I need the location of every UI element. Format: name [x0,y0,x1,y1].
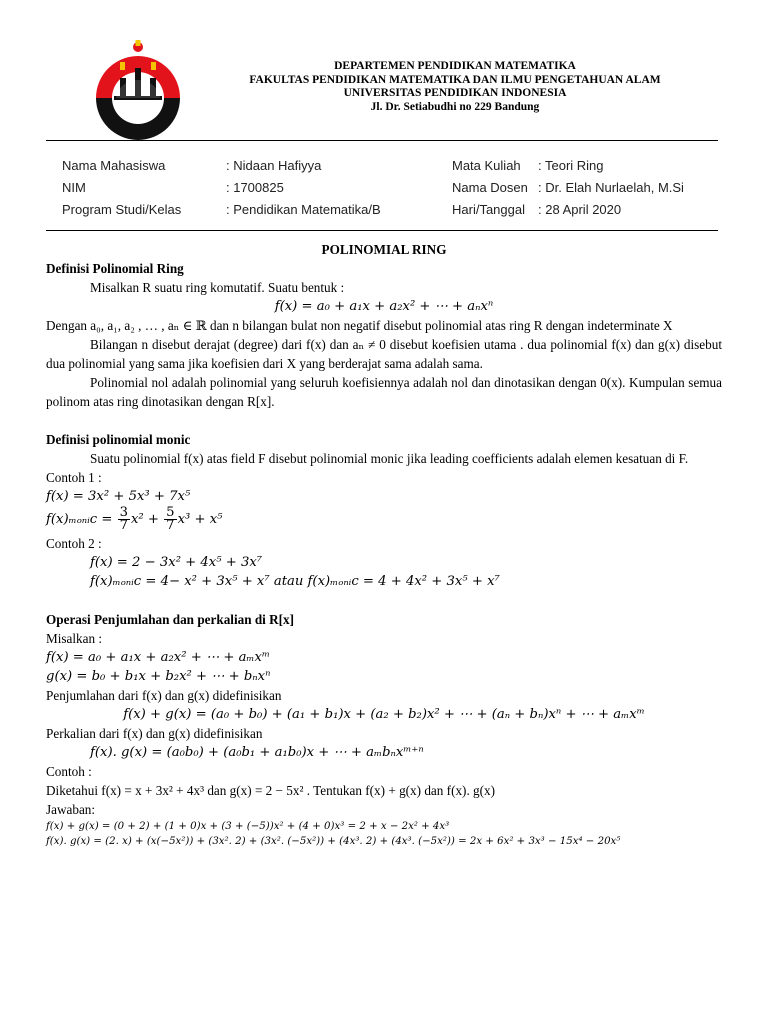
section-heading-monic: Definisi polinomial monic [46,432,191,447]
program-label: Program Studi/Kelas [62,202,182,217]
paragraph: Penjumlahan dari f(x) dan g(x) didefinisikan [46,688,282,703]
equation: g(x) = b₀ + b₁x + b₂x² + ⋯ + bₙxⁿ [46,669,271,684]
equation: f(x). g(x) = (a₀b₀) + (a₀b₁ + a₁b₀)x + ⋯ + aₘbₙxᵐ⁺ⁿ [90,745,424,760]
paragraph: Suatu polinomial f(x) atas field F disebut polinomial monic jika leading coefficients adalah elemen kesatuan di F. [90,451,689,466]
header-department: DEPARTEMEN PENDIDIKAN MATEMATIKA [334,60,576,72]
program-value: : Pendidikan Matematika/B [226,202,381,217]
name-label: Nama Mahasiswa [62,158,166,173]
denominator: 7 [166,518,175,533]
date-label: Hari/Tanggal [452,202,525,217]
equation: f(x) = a₀ + a₁x + a₂x² + ⋯ + aₘxᵐ [46,650,271,665]
nim-value: : 1700825 [226,180,284,195]
paragraph: Perkalian dari f(x) dan g(x) didefinisikan [46,726,263,741]
header-address: Jl. Dr. Setiabudhi no 229 Bandung [370,100,540,113]
nim-label: NIM [62,180,86,195]
date-value: : 28 April 2020 [538,202,622,217]
section-heading-polynomial-ring: Definisi Polinomial Ring [46,261,184,276]
fraction [164,507,176,532]
answer-label: Jawaban: [46,802,96,817]
university-logo [90,38,186,142]
answer-equation: f(x) + g(x) = (0 + 2) + (1 + 0)x + (3 + (−5))x² + (4 + 0)x³ = 2 + x − 2x² + 4x³ [46,821,450,832]
example-label: Contoh 2 : [46,536,102,551]
eq-end: x³ + x⁵ [177,512,223,527]
equation: f(x) + g(x) = (a₀ + b₀) + (a₁ + b₁)x + (a₂ + b₂)x² + ⋯ + (aₙ + bₙ)xⁿ + ⋯ + aₘxᵐ [123,707,645,722]
header-divider [46,140,718,141]
institution-header [200,60,710,114]
equation: f(x)ₘₒₙᵢc = 4− x² + 3x⁵ + x⁷ atau f(x)ₘₒₙᵢc = 4 + 4x² + 3x⁵ + x⁷ [90,574,500,589]
example-label: Contoh 1 : [46,470,102,485]
paragraph: Polinomial nol adalah polinomial yang seluruh koefisiennya adalah nol dan dinotasikan dengan 0(x). Kumpulan semua polinom atas ring dinotasikan dengan R[x]. [46,375,722,409]
course-value: : Teori Ring [538,158,604,173]
numerator: 5 [166,505,175,520]
document-body [46,240,722,849]
equation: f(x) = 3x² + 5x³ + 7x⁵ [46,489,191,504]
numerator: 3 [119,505,128,520]
eq-mid: x² + [131,512,159,527]
paragraph: Misalkan : [46,631,103,646]
lecturer-label: Nama Dosen [452,180,528,195]
eq-lhs: f(x)ₘₒₙᵢc = [46,512,113,527]
name-value: : Nidaan Hafiyya [226,158,322,173]
info-divider [46,230,718,231]
equation: f(x) = a₀ + a₁x + a₂x² + ⋯ + aₙxⁿ [274,299,494,314]
paragraph: Diketahui f(x) = x + 3x² + 4x³ dan g(x) = 2 − 5x² . Tentukan f(x) + g(x) dan f(x). g(x) [46,783,496,798]
answer-equation: f(x). g(x) = (2. x) + (x(−5x²)) + (3x². 2) + (3x². (−5x²)) + (4x³. 2) + (4x³. (−5x²)) = 2x + 6x² + 3x³ − 15x⁴ − 20x⁵ [46,836,621,847]
equation: f(x) = 2 − 3x² + 4x⁵ + 3x⁷ [90,555,263,570]
lecturer-value: : Dr. Elah Nurlaelah, M.Si [538,180,684,195]
example-label: Contoh : [46,764,92,779]
paragraph: Misalkan R suatu ring komutatif. Suatu bentuk : [90,280,345,295]
paragraph: Bilangan n disebut derajat (degree) dari f(x) dan aₙ ≠ 0 disebut koefisien utama . dua polinomial f(x) dan g(x) disebut dua polinomial yang sama jika koefisien dari X yang berderajat sama adalah sama. [46,337,722,371]
header-university: UNIVERSITAS PENDIDIKAN INDONESIA [343,87,567,99]
equation-fraction [46,506,722,534]
fraction [118,507,130,532]
course-label: Mata Kuliah [452,158,521,173]
header-faculty: FAKULTAS PENDIDIKAN MATEMATIKA DAN ILMU PENGETAHUAN ALAM [249,73,661,86]
document-title: POLINOMIAL RING [321,242,447,257]
section-heading-operations: Operasi Penjumlahan dan perkalian di R[x] [46,612,295,627]
paragraph: Dengan a₀, a₁, a₂ , … , aₙ ∈ ℝ dan n bilangan bulat non negatif disebut polinomial atas ring R dengan indeterminate X [46,318,673,333]
denominator: 7 [119,518,128,533]
